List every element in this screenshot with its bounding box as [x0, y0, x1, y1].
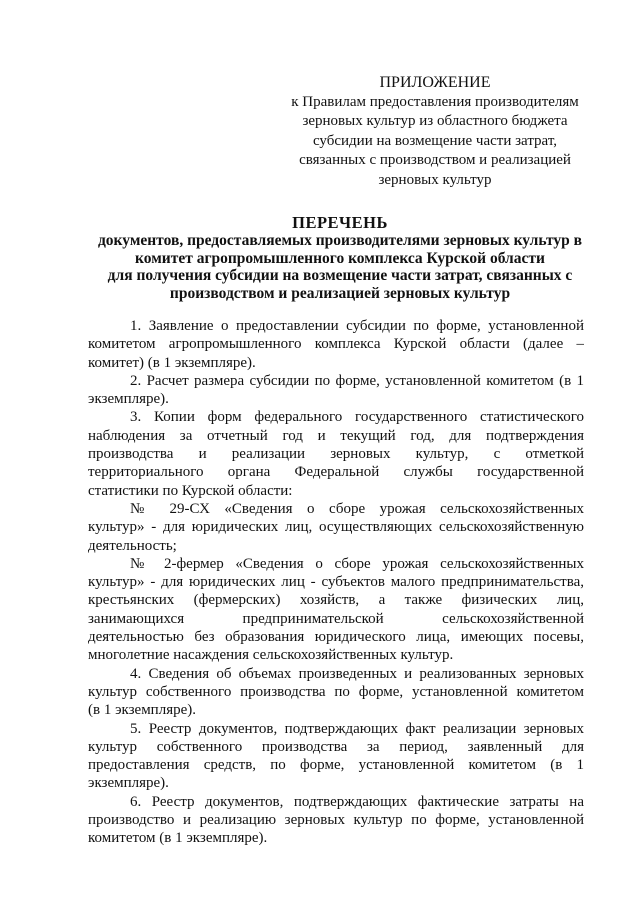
appendix-title: ПРИЛОЖЕНИЕ — [379, 74, 491, 91]
appendix-line: связанных с производством и реализацией — [299, 152, 571, 168]
body-line: 5. Реестр документов, подтверждающих факт реализации зерновых — [130, 720, 584, 737]
body-line: 1. Заявление о предоставлении субсидии по форме, установленной — [130, 318, 584, 334]
appendix-block — [270, 73, 600, 190]
appendix-line: зерновых культур из областного бюджета — [302, 113, 568, 129]
body-line: занимающихся предпринимательской сельскохозяйственной — [88, 610, 584, 627]
document-title: ПЕРЕЧЕНЬ — [292, 213, 388, 232]
body-line: комитетом агропромышленного комплекса Курской области (далее – — [88, 336, 584, 353]
body-line: наблюдения за отчетный год и текущий год, для подтверждения — [88, 427, 584, 444]
body-line: культур собственного производства по форме, установленной комитетом — [88, 683, 584, 700]
body-line: производства и реализации зерновых культур, с отметкой — [88, 446, 584, 463]
body-line: культур» - для юридических лиц - субъектов малого предпринимательства, — [88, 574, 584, 591]
body-line: 3. Копии форм федерального государственного статистического — [130, 409, 584, 426]
body-line: комитетом (в 1 экземпляре). — [88, 830, 268, 847]
body-line: (в 1 экземпляре). — [88, 702, 196, 719]
body-line: многолетние насаждения сельскохозяйственных культур. — [88, 647, 454, 664]
body-line: территориального органа Федеральной службы государственной — [88, 464, 584, 481]
body-line: экземпляре). — [88, 775, 169, 792]
heading-line: для получения субсидии на возмещение части затрат, связанных с — [107, 267, 573, 284]
body-line: комитет) (в 1 экземпляре). — [88, 354, 256, 371]
body-line: деятельность; — [88, 537, 177, 554]
appendix-line: зерновых культур — [378, 171, 492, 188]
document-heading — [88, 213, 592, 302]
body-line: 2. Расчет размера субсидии по форме, установленной комитетом (в 1 — [130, 372, 584, 389]
appendix-line: к Правилам предоставления производителям — [291, 93, 579, 110]
body-line: экземпляре). — [88, 391, 169, 408]
heading-line: производством и реализацией зерновых культур — [169, 284, 511, 302]
body-line: 6. Реестр документов, подтверждающих фактические затраты на — [130, 793, 584, 810]
body-line: № 29-СХ «Сведения о сборе урожая сельскохозяйственных — [130, 500, 584, 517]
body-line: производство и реализацию зерновых культур по форме, установленной — [88, 812, 584, 829]
body-line: деятельностью без образования юридического лица, имеющих посевы, — [88, 629, 584, 646]
appendix-line: субсидии на возмещение части затрат, — [312, 132, 558, 149]
body-line: крестьянских (фермерских) хозяйств, а также физических лиц, — [88, 592, 584, 609]
body-line: культур собственного производства за период, заявленный для — [88, 738, 584, 755]
heading-line: комитет агропромышленного комплекса Курской области — [135, 249, 545, 267]
body-line: № 2-фермер «Сведения о сборе урожая сельскохозяйственных — [130, 555, 584, 572]
document-body — [88, 317, 584, 848]
heading-line: документов, предоставляемых производителями зерновых культур в — [97, 232, 583, 249]
body-line: статистики по Курской области: — [88, 482, 293, 499]
body-line: 4. Сведения об объемах произведенных и реализованных зерновых — [130, 665, 584, 682]
body-line: культур» - для юридических лиц, осуществляющих сельскохозяйственную — [88, 519, 584, 536]
body-line: предоставления средств, по форме, установленной комитетом (в 1 — [88, 757, 584, 774]
